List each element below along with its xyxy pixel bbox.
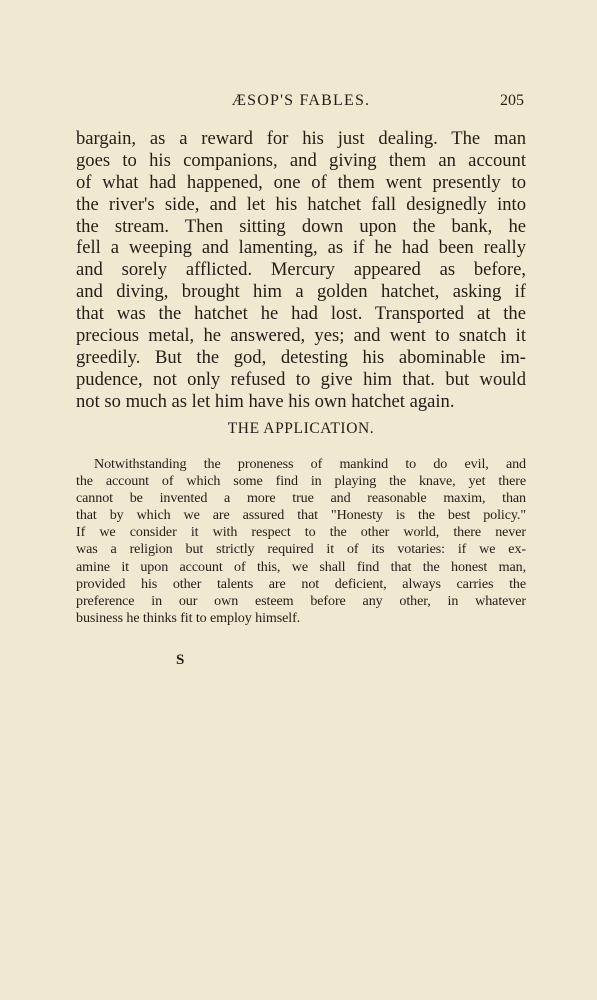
application-line: was a religion but strictly required it of its votaries: if we ex- (76, 541, 526, 558)
fable-text (76, 128, 526, 413)
application-line: preference in our own esteem before any other, in whatever (76, 592, 526, 609)
application-line: business he thinks fit to employ himself. (76, 609, 301, 626)
application-line: Notwithstanding the proneness of mankind to do evil, and (94, 456, 526, 472)
text-line: not so much as let him have his own hatchet again. (76, 390, 455, 412)
text-line: and sorely afflicted. Mercury appeared as before, (76, 259, 526, 281)
text-line: greedily. But the god, detesting his abominable im- (76, 346, 526, 368)
text-line: precious metal, he answered, yes; and went to snatch it (76, 325, 526, 347)
application-line: the account of which some find in playing the knave, yet there (76, 473, 526, 490)
application-line: cannot be invented a more true and reasonable maxim, than (76, 490, 526, 507)
application-line: provided his other talents are not deficient, always carries the (76, 575, 526, 592)
text-line: and diving, brought him a golden hatchet, asking if (76, 281, 526, 303)
text-line: bargain, as a reward for his just dealing. The man (76, 128, 526, 149)
text-line: that was the hatchet he had lost. Transported at the (76, 303, 526, 325)
running-title: ÆSOP'S FABLES. (231, 92, 371, 109)
text-line: the river's side, and let his hatchet fall designedly into (76, 193, 526, 215)
text-line: the stream. Then sitting down upon the bank, he (76, 215, 526, 237)
running-head (76, 92, 526, 114)
text-line: fell a weeping and lamenting, as if he had been really (76, 237, 526, 259)
text-line: pudence, not only refused to give him that. but would (76, 368, 526, 390)
page-number: 205 (500, 92, 524, 109)
application-line: amine it upon account of this, we shall find that the honest man, (76, 558, 526, 575)
application-line: If we consider it with respect to the other world, there never (76, 524, 526, 541)
application-line: that by which we are assured that "Honesty is the best policy." (76, 507, 526, 524)
text-line: of what had happened, one of them went presently to (76, 171, 526, 193)
application-text (76, 456, 526, 627)
text-line: goes to his companions, and giving them an account (76, 149, 526, 171)
signature-mark: S (176, 652, 185, 668)
application-heading: THE APPLICATION. (227, 420, 375, 437)
